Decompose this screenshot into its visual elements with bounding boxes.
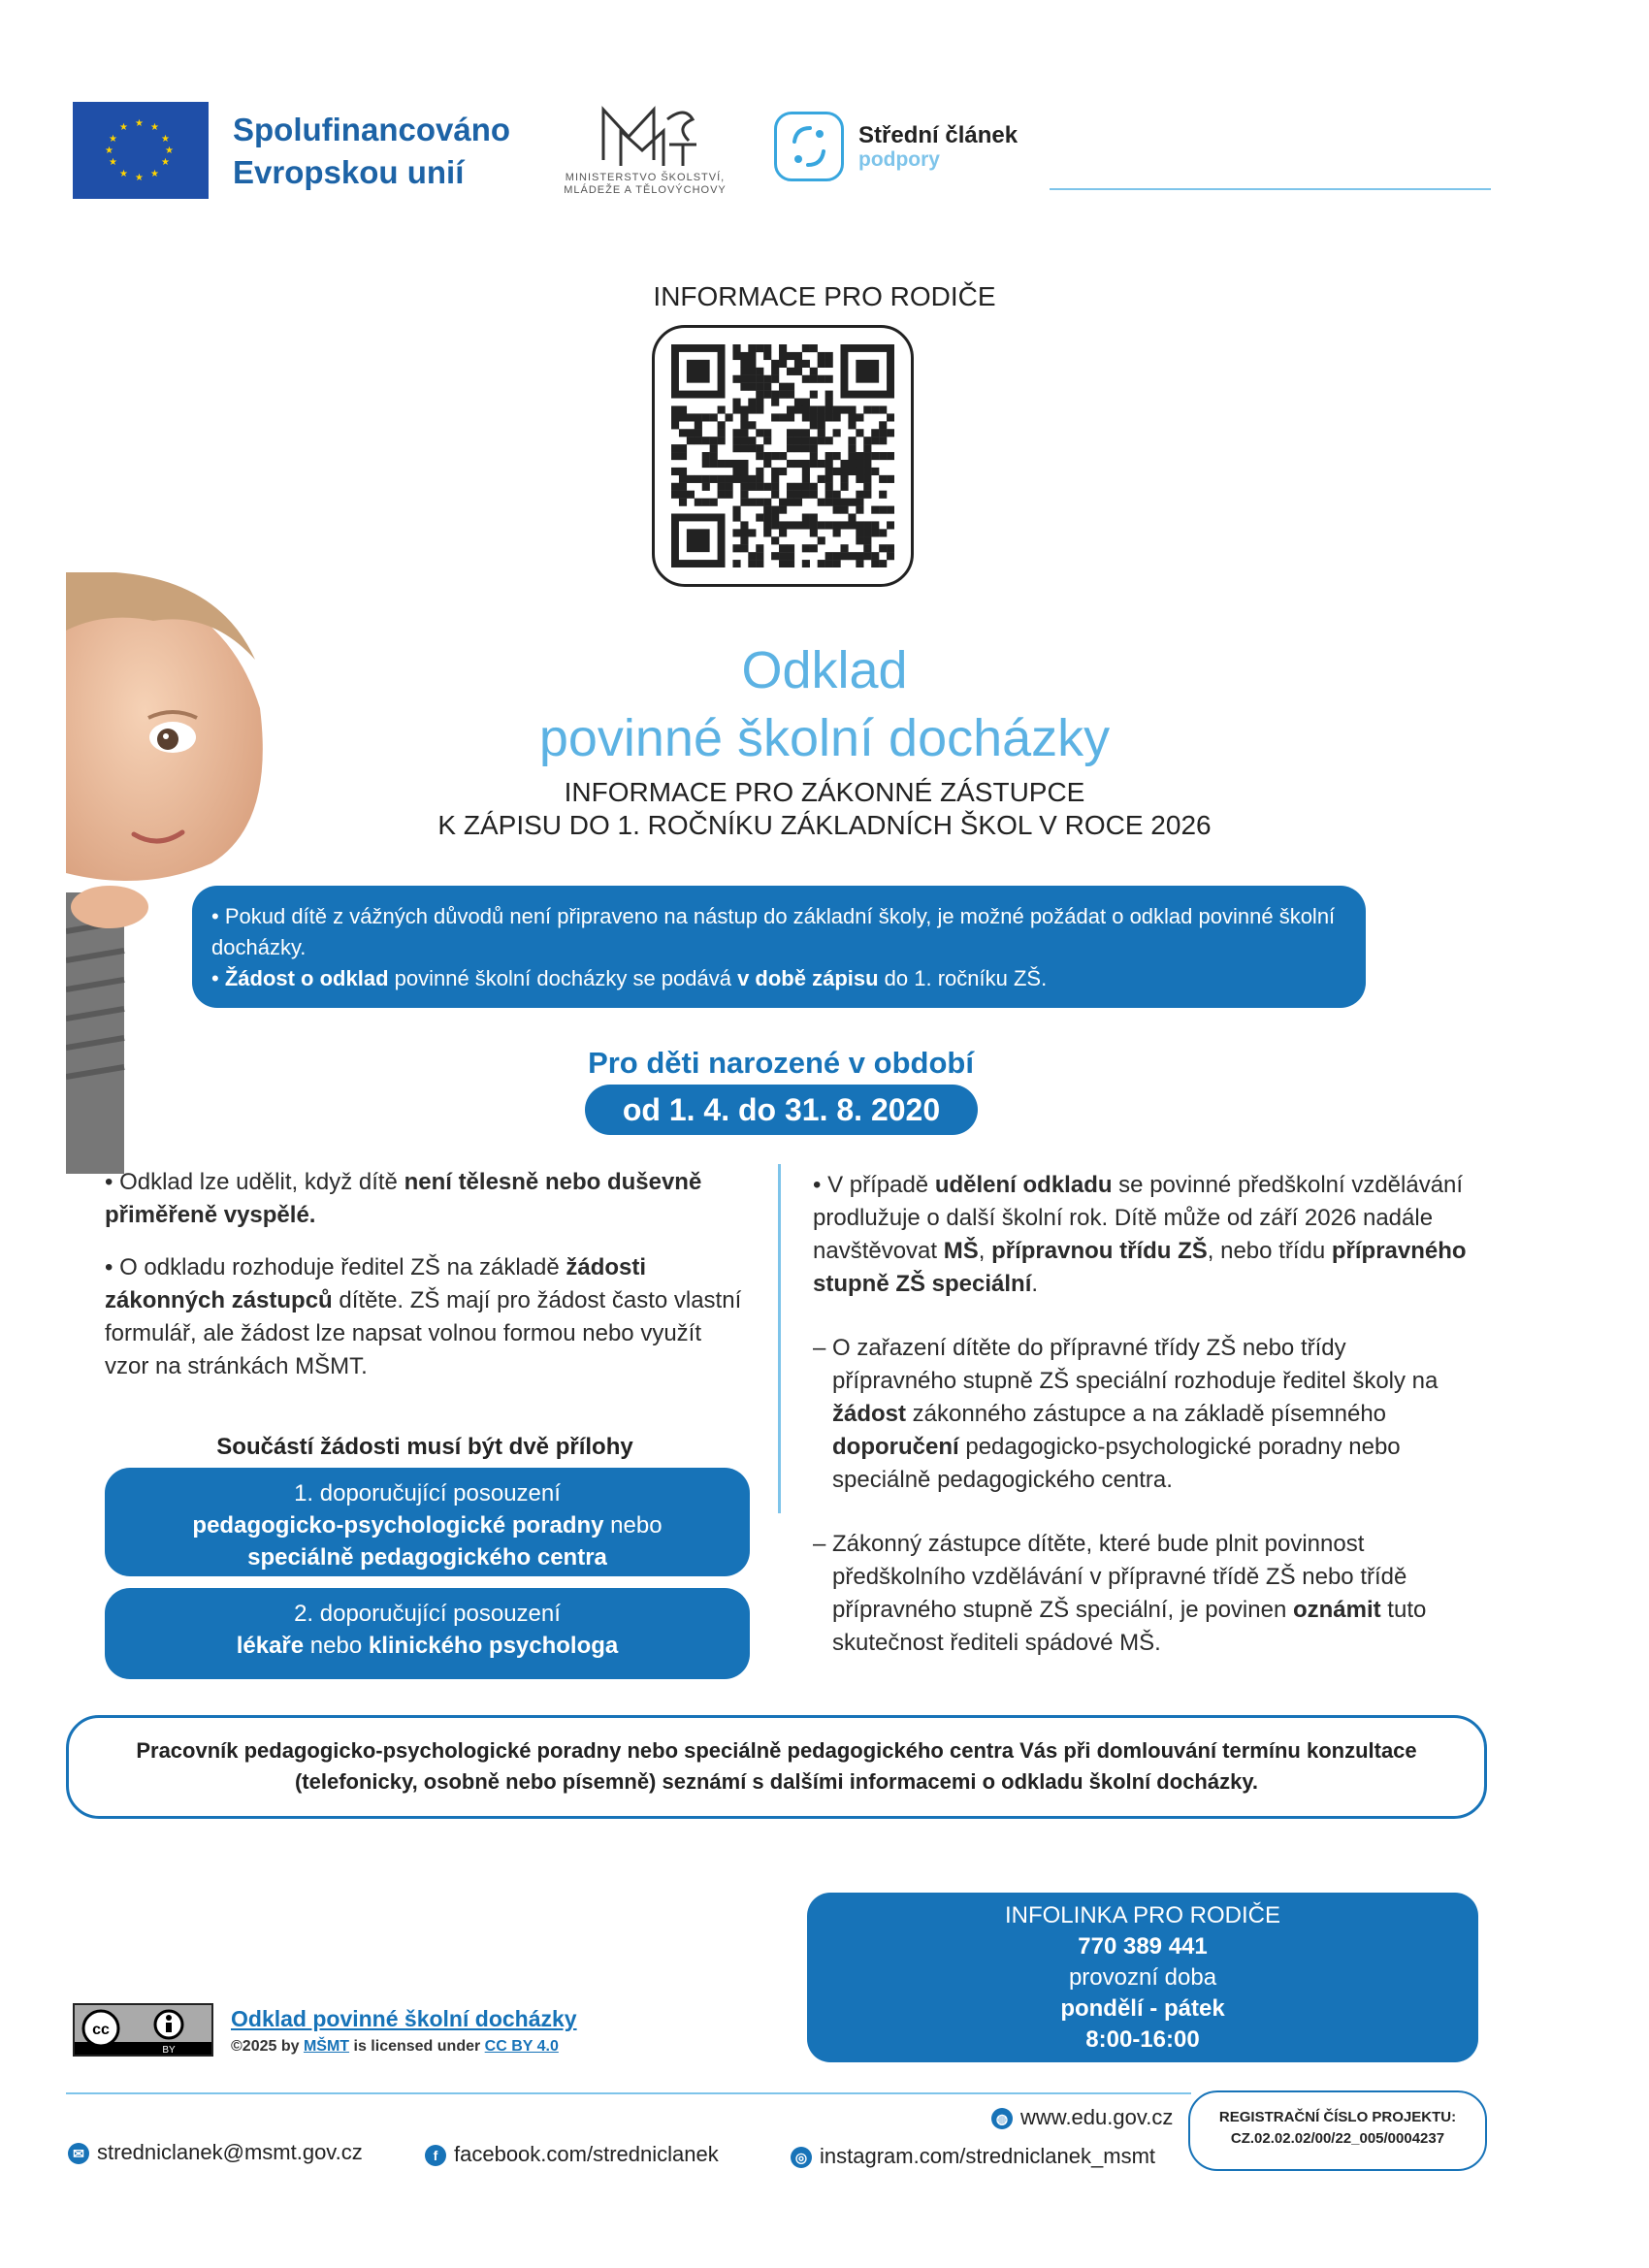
main-title-line1: Odklad bbox=[741, 641, 908, 699]
left-paragraph-2: • O odkladu rozhoduje ředitel ZŠ na základě žádosti zákonných zástupců dítěte. ZŠ mají pro žádost často vlastní formulář, ale žádost lze napsat volnou formou nebo využít vzor na stránkách MŠMT. bbox=[105, 1254, 742, 1379]
license-line: ©2025 by MŠMT is licensed under CC BY 4.0 bbox=[231, 2038, 559, 2055]
right-column bbox=[813, 1169, 1472, 1679]
right-paragraph-1: • V případě udělení odkladu se povinné předškolní vzdělávání prodlužuje o další školní rok. Dítě může od září 2026 nadále navštěvovat MŠ, přípravnou třídu ZŠ, nebo třídu přípravného stupně ZŠ speciální. bbox=[813, 1172, 1467, 1297]
intro-bullet-1: • Pokud dítě z vážných důvodů není připraveno na nástup do základní školy, je možné požádat o odklad povinné školní docházky. bbox=[211, 904, 1336, 959]
attachment-2-box: 2. doporučující posouzení lékaře nebo klinického psychologa bbox=[105, 1588, 750, 1679]
svg-text:BY: BY bbox=[162, 2045, 176, 2055]
license-document-title[interactable]: Odklad povinné školní docházky bbox=[231, 2006, 577, 2031]
intro-bullet-2: • Žádost o odklad povinné školní docházky se podává v době zápisu do 1. ročníku ZŠ. bbox=[211, 966, 1048, 990]
creative-commons-icon bbox=[75, 2005, 211, 2055]
stredni-clanek-subtitle: podpory bbox=[858, 148, 940, 171]
period-title: Pro děti narozené v období bbox=[588, 1046, 974, 1080]
msmt-logo bbox=[543, 102, 747, 209]
attachment-1-box: 1. doporučující posouzení pedagogicko-psychologické poradny nebo speciálně pedagogického centra bbox=[105, 1468, 750, 1576]
qr-code-icon bbox=[671, 344, 894, 567]
eu-flag-logo: ★ ★ ★ ★ ★ ★ ★ ★ ★ ★ ★ ★ bbox=[73, 102, 209, 199]
infoline-box bbox=[807, 1893, 1478, 2062]
email-icon: ✉ bbox=[68, 2143, 89, 2164]
license-owner-link[interactable]: MŠMT bbox=[303, 2038, 350, 2055]
qr-code[interactable] bbox=[652, 325, 914, 587]
infoline-hours: 8:00-16:00 bbox=[1085, 2026, 1200, 2053]
subheading-line2: K ZÁPISU DO 1. ROČNÍKU ZÁKLADNÍCH ŠKOL V ROCE 2026 bbox=[437, 810, 1212, 840]
main-title-line2: povinné školní docházky bbox=[538, 709, 1111, 767]
stredni-clanek-logo bbox=[774, 112, 844, 181]
info-for-parents-heading: INFORMACE PRO RODIČE bbox=[653, 281, 996, 311]
header-divider bbox=[1050, 188, 1491, 190]
footer-web-link[interactable]: ◍ www.edu.gov.cz bbox=[991, 2105, 1173, 2130]
attachments-title: Součástí žádosti musí být dvě přílohy bbox=[216, 1434, 633, 1460]
globe-icon: ◍ bbox=[991, 2108, 1013, 2129]
msmt-caption-line2: MLÁDEŽE A TĚLOVÝCHOVY bbox=[564, 184, 727, 196]
infoline-hours-label: provozní doba bbox=[1068, 1964, 1217, 1991]
footer-email-link[interactable]: ✉ stredniclanek@msmt.gov.cz bbox=[68, 2140, 363, 2165]
msmt-mark-icon bbox=[592, 102, 698, 170]
svg-text:cc: cc bbox=[92, 2022, 110, 2038]
footer-facebook-link[interactable]: f facebook.com/stredniclanek bbox=[425, 2142, 719, 2167]
infoline-days: pondělí - pátek bbox=[1060, 1995, 1225, 2022]
period-range-badge: od 1. 4. do 31. 8. 2020 bbox=[585, 1085, 978, 1135]
column-divider bbox=[778, 1164, 781, 1513]
infoline-phone[interactable]: 770 389 441 bbox=[1078, 1933, 1208, 1960]
cc-license-badge[interactable] bbox=[73, 2003, 213, 2057]
registration-number-box: REGISTRAČNÍ ČÍSLO PROJEKTU: CZ.02.02.02/00/22_005/0004237 bbox=[1188, 2090, 1487, 2171]
facebook-icon: f bbox=[425, 2145, 446, 2166]
right-paragraph-2: – O zařazení dítěte do přípravné třídy ZŠ nebo třídy přípravného stupně ZŠ speciální rozhoduje ředitel školy na žádost zákonného zástupce a na základě písemného doporučení pedagogicko-psychologické poradny nebo speciálně pedagogického centra. bbox=[813, 1335, 1439, 1493]
footer-instagram-link[interactable]: ◎ instagram.com/stredniclanek_msmt bbox=[791, 2144, 1155, 2169]
eu-cofinanced-text: Spolufinancováno Evropskou unií bbox=[233, 112, 511, 190]
infoline-title: INFOLINKA PRO RODIČE bbox=[1004, 1902, 1281, 1928]
right-paragraph-3: – Zákonný zástupce dítěte, které bude plnit povinnost předškolního vzdělávání v přípravné třídě ZŠ nebo třídě přípravného stupně ZŠ speciální, je povinen oznámit tuto skutečnost řediteli spádové MŠ. bbox=[813, 1531, 1427, 1656]
chat-bubble-icon bbox=[777, 114, 841, 178]
subheading-line1: INFORMACE PRO ZÁKONNÉ ZÁSTUPCE bbox=[564, 777, 1085, 807]
instagram-icon: ◎ bbox=[791, 2147, 812, 2168]
consultation-note: Pracovník pedagogicko-psychologické poradny nebo speciálně pedagogického centra Vás při domlouvání termínu konzultace (telefonicky, osobně nebo písemně) seznámí s dalšími informacemi o odkladu školní docházky. bbox=[66, 1715, 1487, 1819]
msmt-caption-line1: MINISTERSTVO ŠKOLSTVÍ, bbox=[565, 172, 726, 183]
license-cc-link[interactable]: CC BY 4.0 bbox=[484, 2038, 559, 2055]
intro-box bbox=[192, 886, 1366, 1008]
stredni-clanek-title: Střední článek bbox=[858, 122, 1018, 148]
left-paragraph-1: • Odklad lze udělit, když dítě není tělesně nebo duševně přiměřeně vyspělé. bbox=[105, 1169, 702, 1228]
footer-divider bbox=[66, 2092, 1191, 2094]
left-column bbox=[105, 1166, 745, 1403]
